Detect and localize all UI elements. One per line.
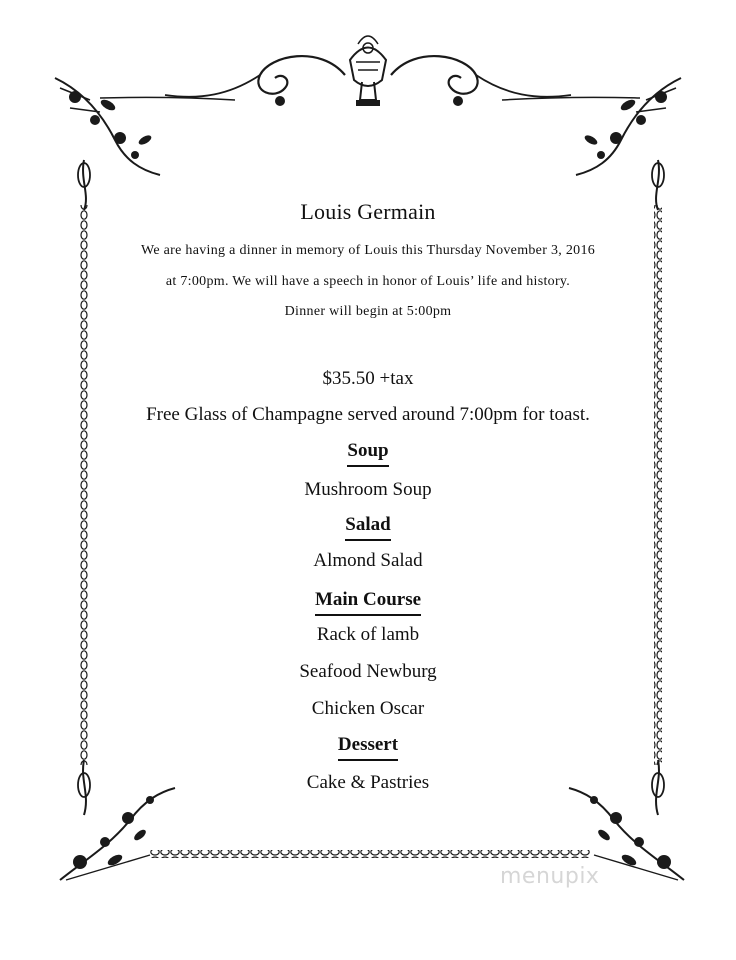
champagne-note: Free Glass of Champagne served around 7:00pm for toast. bbox=[146, 404, 590, 425]
section-heading-main-course-text: Main Course bbox=[315, 589, 421, 616]
menu-item: Mushroom Soup bbox=[304, 479, 432, 500]
menu-item: Seafood Newburg bbox=[299, 661, 437, 682]
intro-line-1: We are having a dinner in memory of Louis this Thursday November 3, 2016 bbox=[140, 243, 596, 258]
intro-line-2: at 7:00pm. We will have a speech in honor of Louis’ life and history. bbox=[165, 274, 571, 289]
top-scroll-left bbox=[258, 56, 345, 94]
top-scroll-right bbox=[391, 56, 478, 94]
section-heading-main-course bbox=[0, 589, 736, 616]
urn-ornament bbox=[350, 36, 386, 106]
menu-item: Rack of lamb bbox=[316, 624, 420, 645]
menu-item: Cake & Pastries bbox=[306, 772, 430, 793]
section-heading-dessert bbox=[0, 734, 736, 761]
price: $35.50 +tax bbox=[322, 368, 414, 389]
bottom-border-chain bbox=[150, 850, 590, 858]
intro-line-3: Dinner will begin at 5:00pm bbox=[284, 304, 452, 319]
menu-item: Almond Salad bbox=[313, 550, 423, 571]
section-heading-soup bbox=[0, 440, 736, 467]
section-heading-salad bbox=[0, 514, 736, 541]
section-heading-soup-text: Soup bbox=[347, 440, 388, 467]
watermark-logo: menupix bbox=[500, 864, 600, 889]
menu-item: Chicken Oscar bbox=[311, 698, 425, 719]
section-heading-salad-text: Salad bbox=[345, 514, 390, 541]
section-heading-dessert-text: Dessert bbox=[338, 734, 398, 761]
restaurant-title: Louis Germain bbox=[300, 199, 436, 224]
